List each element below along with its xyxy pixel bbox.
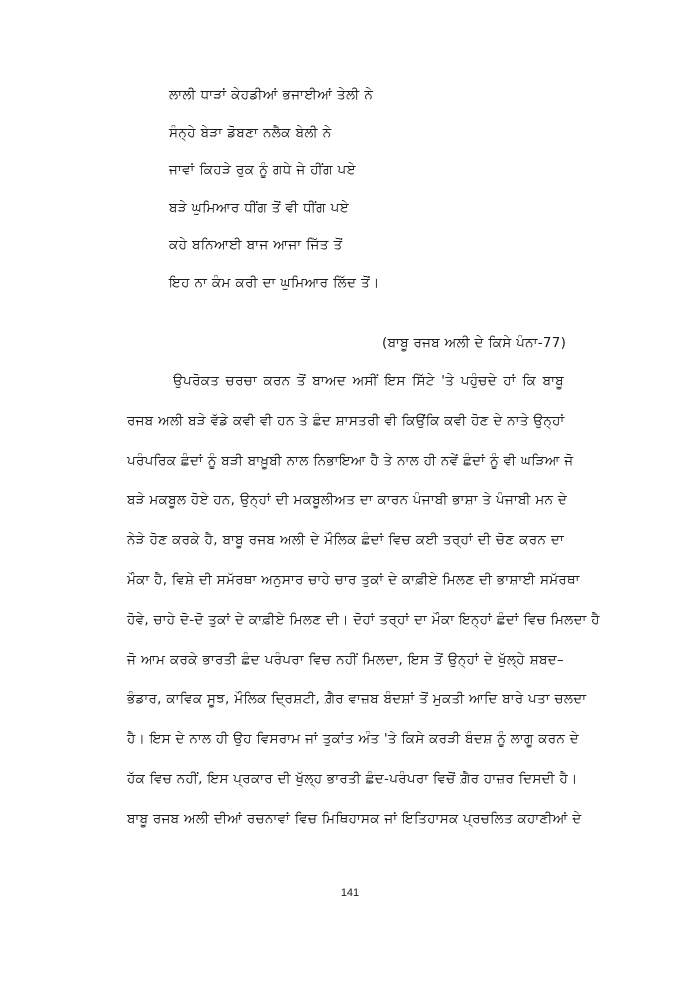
paragraph-line: ਨੇੜੇ ਹੋਣ ਕਰਕੇ ਹੈ, ਬਾਬੂ ਰਜਬ ਅਲੀ ਦੇ ਮੌਲਿਕ ਛੰਦਾਂ ਵਿਚ ਕਈ ਤਰ੍ਹਾਂ ਦੀ ਚੋਣ ਕਰਨ ਦਾ [127, 532, 564, 549]
verse-line: ਕਹੇ ਬਨਿਆਈ ਬਾਜ ਆਜਾ ਜਿੱਤ ਤੋਂ [169, 237, 343, 254]
verse-line: ਸੰਨ੍ਹੇ ਬੇੜਾ ਡੋਬਣਾ ਨਲੈਕ ਬੇਲੀ ਨੇ [169, 124, 332, 141]
verse-line: ਜਾਵਾਂ ਕਿਹੜੇ ਰੁਕ ਨੂੰ ਗਧੇ ਜੇ ਹੀਂਗ ਪਏ [169, 162, 356, 179]
page-number: 141 [340, 887, 360, 899]
paragraph-line: ਰਜਬ ਅਲੀ ਬੜੇ ਵੱਡੇ ਕਵੀ ਵੀ ਹਨ ਤੇ ਛੰਦ ਸ਼ਾਸਤਰੀ ਵੀ ਕਿਉਂਕਿ ਕਵੀ ਹੋਣ ਦੇ ਨਾਤੇ ਉਨ੍ਹਾਂ [127, 412, 565, 429]
paragraph-line: ਹੱਕ ਵਿਚ ਨਹੀਂ, ਇਸ ਪ੍ਰਕਾਰ ਦੀ ਖੁੱਲ੍ਹ ਭਾਰਤੀ ਛੰਦ-ਪਰੰਪਰਾ ਵਿਚੋਂ ਗ਼ੈਰ ਹਾਜ਼ਰ ਦਿਸਦੀ ਹੈ। [127, 770, 578, 787]
verse-line: ਇਹ ਨਾ ਕੰਮ ਕਰੀ ਦਾ ਘੁਮਿਆਰ ਲਿੱਦ ਤੋਂ। [169, 274, 380, 291]
verse-citation: (ਬਾਬੂ ਰਜਬ ਅਲੀ ਦੇ ਕਿਸੇ ਪੰਨਾ-77) [382, 335, 567, 351]
paragraph-line: ਹੈ। ਇਸ ਦੇ ਨਾਲ ਹੀ ਉਹ ਵਿਸਰਾਮ ਜਾਂ ਤੁਕਾਂਤ ਅੰਤ 'ਤੇ ਕਿਸੇ ਕਰੜੀ ਬੰਦਸ਼ ਨੂੰ ਲਾਗੂ ਕਰਨ ਦੇ [127, 731, 579, 748]
verse-block [169, 84, 380, 310]
paragraph-line: ਹੋਵੇ, ਚਾਹੇ ਦੋ-ਦੋ ਤੁਕਾਂ ਦੇ ਕਾਫ਼ੀਏ ਮਿਲਣ ਦੀ। ਦੋਹਾਂ ਤਰ੍ਹਾਂ ਦਾ ਮੌਕਾ ਇਨ੍ਹਾਂ ਛੰਦਾਂ ਵਿਚ ਮਿਲਦਾ ਹੈ [127, 611, 600, 628]
paragraph-line: ਬੜੇ ਮਕਬੂਲ ਹੋਏ ਹਨ, ਉਨ੍ਹਾਂ ਦੀ ਮਕਬੂਲੀਅਤ ਦਾ ਕਾਰਨ ਪੰਜਾਬੀ ਭਾਸ਼ਾ ਤੇ ਪੰਜਾਬੀ ਮਨ ਦੇ [127, 492, 568, 509]
paragraph-line: ਪਰੰਪਰਿਕ ਛੰਦਾਂ ਨੂੰ ਬੜੀ ਬਾਖ਼ੂਬੀ ਨਾਲ ਨਿਭਾਇਆ ਹੈ ਤੇ ਨਾਲ ਹੀ ਨਵੇਂ ਛੰਦਾਂ ਨੂੰ ਵੀ ਘੜਿਆ ਜੋ [127, 452, 574, 469]
paragraph-line: ਭੰਡਾਰ, ਕਾਵਿਕ ਸੂਝ, ਮੌਲਿਕ ਦ੍ਰਿਸ਼ਟੀ, ਗ਼ੈਰ ਵਾਜ਼ਬ ਬੰਦਸ਼ਾਂ ਤੋਂ ਮੁਕਤੀ ਆਦਿ ਬਾਰੇ ਪਤਾ ਚਲਦਾ [127, 691, 587, 708]
paragraph-line: ਜੋ ਆਮ ਕਰਕੇ ਭਾਰਤੀ ਛੰਦ ਪਰੰਪਰਾ ਵਿਚ ਨਹੀਂ ਮਿਲਦਾ, ਇਸ ਤੋਂ ਉਨ੍ਹਾਂ ਦੇ ਖੁੱਲ੍ਹੇ ਸ਼ਬਦ– [127, 651, 564, 668]
paragraph-line: ਬਾਬੂ ਰਜਬ ਅਲੀ ਦੀਆਂ ਰਚਨਾਵਾਂ ਵਿਚ ਮਿਥਿਹਾਸਕ ਜਾਂ ਇਤਿਹਾਸਕ ਪ੍ਰਚਲਿਤ ਕਹਾਣੀਆਂ ਦੇ [127, 810, 582, 827]
verse-line: ਲਾਲੀ ਧਾੜਾਂ ਕੇਹਡੀਆਂ ਭਜਾਈਆਂ ਤੇਲੀ ਨੇ [169, 87, 374, 103]
body-paragraph [127, 370, 600, 848]
paragraph-line: ਮੌਕਾ ਹੈ, ਵਿਸ਼ੇ ਦੀ ਸਮੱਰਥਾ ਅਨੁਸਾਰ ਚਾਹੇ ਚਾਰ ਤੁਕਾਂ ਦੇ ਕਾਫ਼ੀਏ ਮਿਲਣ ਦੀ ਭਾਸ਼ਾਈ ਸਮੱਰਥਾ [127, 571, 580, 588]
verse-line: ਬੜੇ ਘੁਮਿਆਰ ਧੀਂਗ ਤੋਂ ਵੀ ਧੀਂਗ ਪਏ [169, 199, 350, 216]
paragraph-line: ਉਪਰੋਕਤ ਚਰਚਾ ਕਰਨ ਤੋਂ ਬਾਅਦ ਅਸੀਂ ਇਸ ਸਿੱਟੇ 'ਤੇ ਪਹੁੰਚਦੇ ਹਾਂ ਕਿ ਬਾਬੂ [173, 373, 564, 389]
